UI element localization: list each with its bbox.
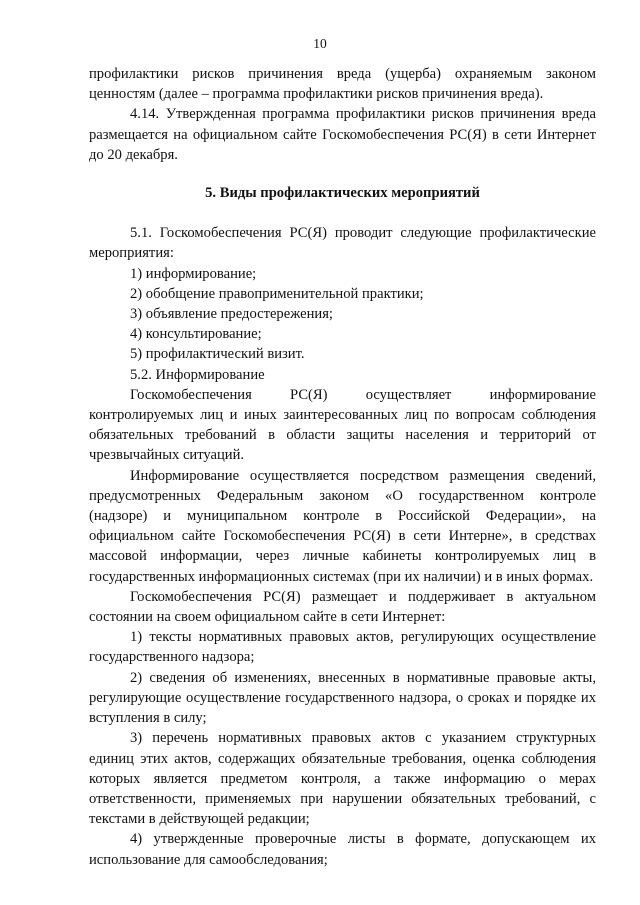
paragraph: 5.1. Госкомобеспечения РС(Я) проводит следующие профилактические мероприятия: <box>89 225 596 262</box>
paragraph: Информирование осуществляется посредством размещения сведений, предусмотренных Федеральным законом «О государственном контроле (надзоре) и муниципальном контроле в Российской Федерации», на официальном сайте Госкомобеспечения РС(Я) в сети Интерне», в средствах массовой информации, через личные кабинеты контролируемых лиц в государственных информационных системах (при их наличии) и в иных формах. <box>89 467 596 585</box>
paragraph: 4.14. Утвержденная программа профилактики рисков причинения вреда размещается на официальном сайте Госкомобеспечения РС(Я) в сети Интернет до 20 декабря. <box>89 106 596 163</box>
paragraph: Госкомобеспечения РС(Я) осуществляет информирование контролируемых лиц и иных заинтересованных лиц по вопросам соблюдения обязательных требований в области защиты населения и территорий от чрезвычайных ситуаций. <box>89 386 596 464</box>
list-item: 4) консультирование; <box>130 326 262 343</box>
list-item: 5) профилактический визит. <box>130 346 305 363</box>
sub-heading: 5.2. Информирование <box>130 366 265 383</box>
paragraph: профилактики рисков причинения вреда (ущерба) охраняемым законом ценностям (далее – программа профилактики рисков причинения вреда). <box>89 66 596 103</box>
list-item: 4) утвержденные проверочные листы в формате, допускающем их использование для самообследования; <box>89 831 596 868</box>
list-item: 1) информирование; <box>130 265 257 282</box>
list-item: 1) тексты нормативных правовых актов, регулирующих осуществление государственного надзора; <box>89 629 596 666</box>
list-item: 2) сведения об изменениях, внесенных в нормативные правовые акты, регулирующие осуществление государственного надзора, о сроках и порядке их вступления в силу; <box>89 669 596 727</box>
list-item: 2) обобщение правоприменительной практики; <box>130 285 424 302</box>
list-item: 3) объявление предостережения; <box>130 306 333 323</box>
section-heading: 5. Виды профилактических мероприятий <box>205 185 480 202</box>
paragraph: Госкомобеспечения РС(Я) размещает и поддерживает в актуальном состоянии на своем официальном сайте в сети Интернет: <box>89 588 596 626</box>
document-body <box>89 64 596 870</box>
list-item: 3) перечень нормативных правовых актов с указанием структурных единиц этих актов, содержащих обязательные требования, оценка соблюдения которых является предметом контроля, а также информацию о мерах ответственности, применяемых при нарушении обязательных требований, с текстами в действующей редакции; <box>89 730 596 828</box>
page-number: 10 <box>313 36 327 51</box>
